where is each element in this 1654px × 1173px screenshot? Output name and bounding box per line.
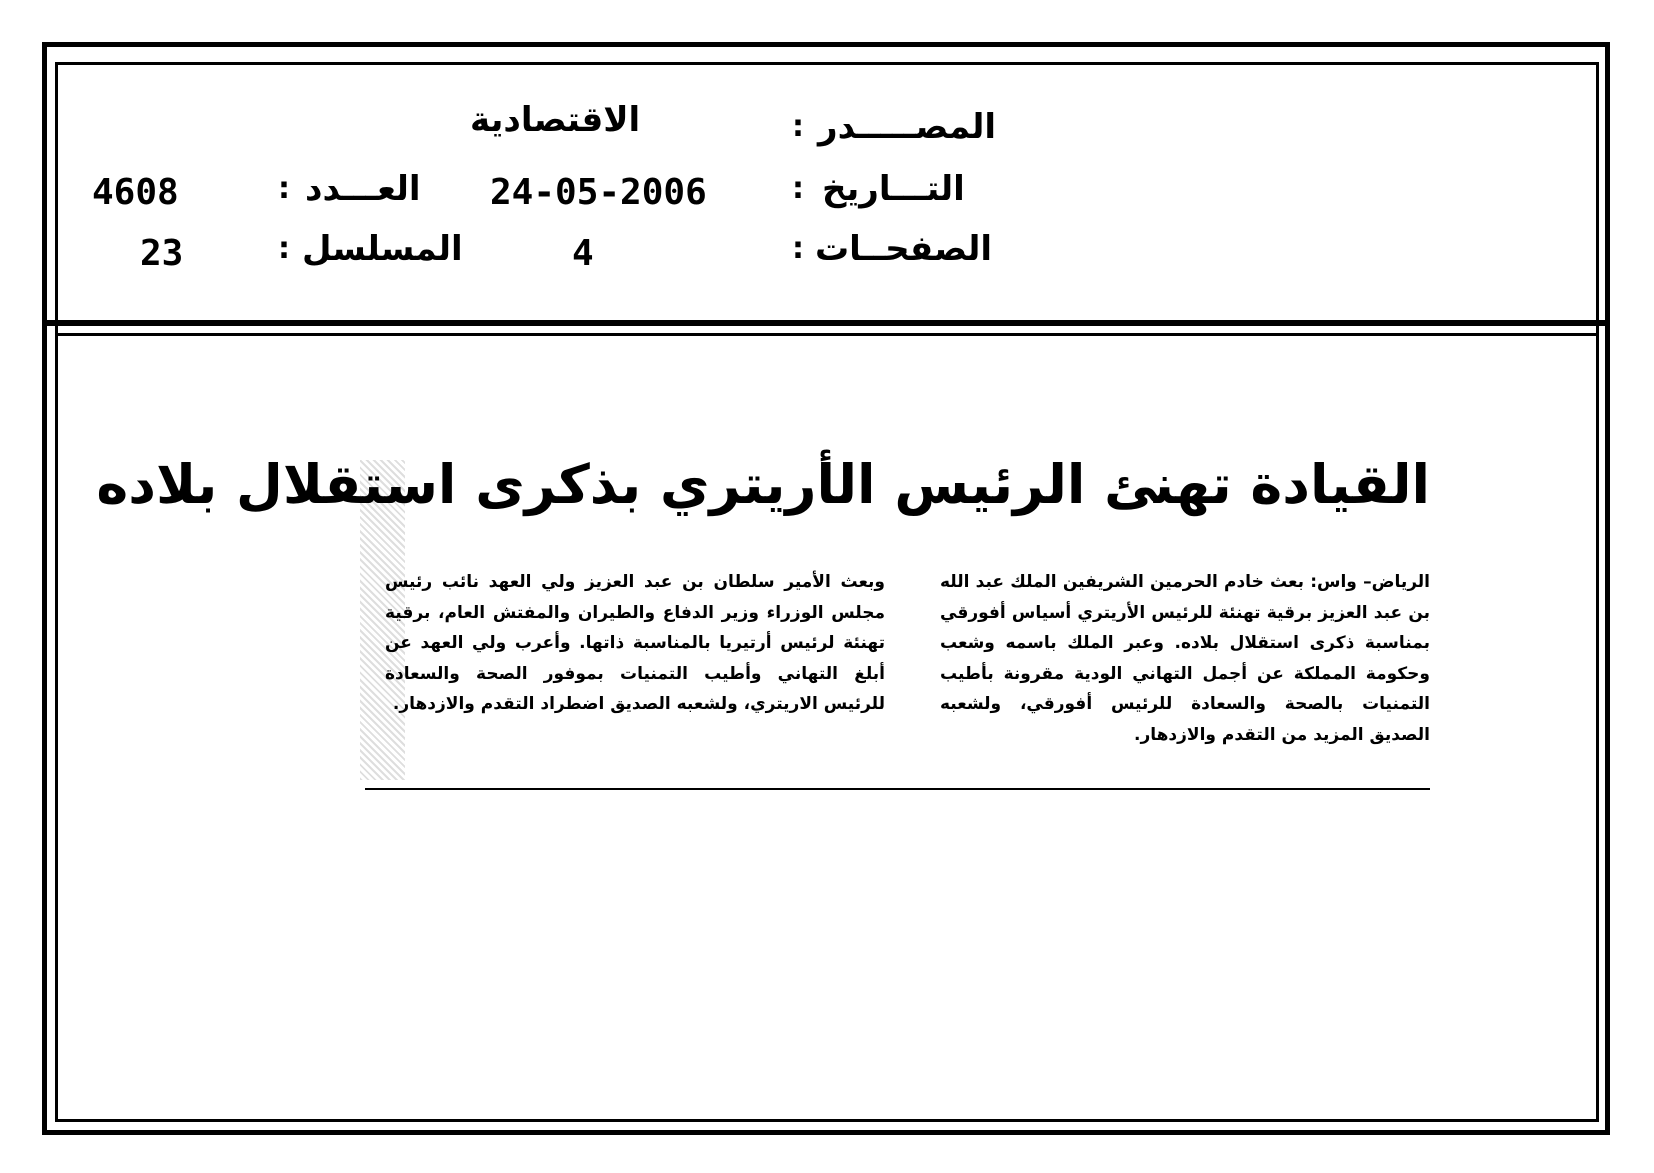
- serial-colon: :: [278, 231, 290, 266]
- pages-colon: :: [792, 231, 804, 266]
- source-colon: :: [792, 109, 804, 144]
- source-label: المصـــــدر: [818, 107, 997, 147]
- issue-label: العـــدد: [305, 169, 421, 209]
- article-headline: القيادة تهنئ الرئيس الأريتري بذكرى استقلال بلاده: [96, 453, 1430, 516]
- pages-value: 4: [572, 233, 594, 274]
- header-divider: [42, 320, 1610, 326]
- issue-colon: :: [278, 171, 290, 206]
- article-bottom-rule: [365, 788, 1430, 790]
- date-value: 24-05-2006: [490, 172, 707, 213]
- header-divider-inner: [55, 333, 1599, 336]
- article-column-right: الرياض– واس: بعث خادم الحرمين الشريفين الملك عبد الله بن عبد العزيز برقية تهنئة للرئيس الأريتري أسياس أفورقي بمناسبة ذكرى استقلال بلاده. وعبر الملك باسمه وشعب وحكومة المملكة عن أجمل التهاني الودية مقرونة بأطيب التمنيات بالصحة والسعادة للرئيس أفورقي، ولشعبه الصديق المزيد من التقدم والازدهار.: [940, 572, 1430, 745]
- source-value: الاقتصادية: [470, 100, 641, 140]
- article-clipping: [96, 453, 1430, 790]
- serial-value: 23: [140, 233, 184, 274]
- date-colon: :: [792, 171, 804, 206]
- date-label: التـــاريخ: [822, 169, 965, 209]
- issue-value: 4608: [92, 172, 179, 213]
- pages-label: الصفحــات: [815, 229, 993, 269]
- article-column-left: وبعث الأمير سلطان بن عبد العزيز ولي العهد نائب رئيس مجلس الوزراء وزير الدفاع والطيران والمفتش العام، برقية تهنئة لرئيس أرتيريا بالمناسبة ذاتها. وأعرب ولي العهد عن أبلغ التهاني وأطيب التمنيات بموفور الصحة والسعادة للرئيس الاريتري، ولشعبه الصديق اضطراد التقدم والازدهار.: [385, 572, 885, 714]
- serial-label: المسلسل: [302, 229, 463, 269]
